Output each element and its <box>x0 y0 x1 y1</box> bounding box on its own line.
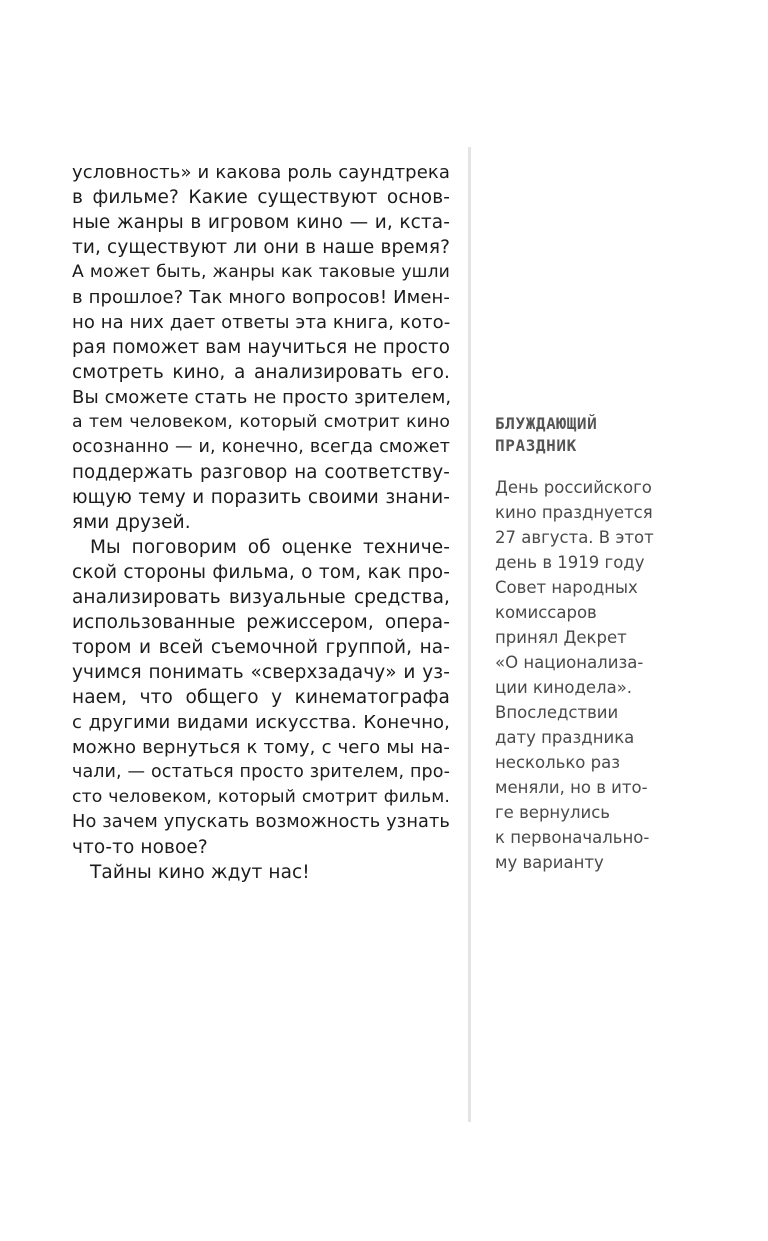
text-line: ные жанры в игровом кино — и, кста- <box>72 212 450 233</box>
text-line: рая поможет вам научиться не просто <box>72 337 450 358</box>
sidebar-title-line: ПРАЗДНИК <box>495 436 577 455</box>
text-line: наем, что общего у кинематографа <box>72 687 450 708</box>
sidebar-line: принял Декрет <box>495 628 627 647</box>
sidebar-line: Впоследствии <box>495 703 619 722</box>
text-line: осознанно — и, конечно, всегда сможет <box>72 437 450 457</box>
sidebar-line: дату праздника <box>495 728 635 747</box>
sidebar-line: к первоначально- <box>495 828 650 847</box>
text-line: можно вернуться к тому, с чего мы на- <box>72 737 450 758</box>
text-line: ской стороны фильма, о том, как про- <box>72 562 450 583</box>
text-line: а тем человеком, который смотрит кино <box>72 412 450 432</box>
text-line: Вы сможете стать не просто зрителем, <box>72 387 452 408</box>
text-line: чали, — остаться просто зрителем, про- <box>72 762 450 782</box>
text-line: Тайны кино ждут нас! <box>90 862 310 883</box>
text-line: тором и всей съемочной группой, на- <box>72 637 450 658</box>
sidebar-line: ции кинодела». <box>495 678 633 697</box>
column-divider <box>468 147 471 1122</box>
text-line: сто человеком, который смотрит фильм. <box>72 787 450 807</box>
text-line: ющую тему и поразить своими знани- <box>72 487 450 508</box>
text-line: смотреть кино, а анализировать его. <box>72 362 450 383</box>
text-line: анализировать визуальные средства, <box>72 587 450 608</box>
sidebar-line: комиссаров <box>495 603 597 622</box>
text-line: ти, существуют ли они в наше время? <box>72 237 450 258</box>
text-line: использованные режиссером, опера- <box>72 612 450 633</box>
sidebar-line: ге вернулись <box>495 803 611 822</box>
text-line: но на них дает ответы эта книга, кото- <box>72 312 451 333</box>
text-line: поддержать разговор на соответству- <box>72 462 450 483</box>
sidebar-line: несколько раз <box>495 753 621 772</box>
text-line: что-то новое? <box>72 837 208 858</box>
text-line: Мы поговорим об оценке техниче- <box>90 537 450 558</box>
text-line: А может быть, жанры как таковые ушли <box>72 262 450 282</box>
sidebar-line: день в 1919 году <box>495 553 645 572</box>
sidebar-line: кино празднуется <box>495 503 653 522</box>
sidebar-line: меняли, но в ито- <box>495 778 648 797</box>
sidebar-note <box>495 413 665 875</box>
text-line: с другими видами искусства. Конечно, <box>72 712 450 733</box>
sidebar-line: «О национализа- <box>495 653 644 672</box>
sidebar-title <box>495 413 665 457</box>
text-line: ями друзей. <box>72 512 191 533</box>
sidebar-line: му варианту <box>495 853 604 872</box>
text-line: в прошлое? Так много вопросов! Имен- <box>72 287 450 308</box>
sidebar-line: 27 августа. В этот <box>495 528 654 547</box>
sidebar-line: Совет народных <box>495 578 638 597</box>
text-line: учимся понимать «сверхзадачу» и уз- <box>72 662 450 683</box>
text-line: условность» и какова роль саундтрека <box>72 162 450 183</box>
sidebar-line: День российского <box>495 478 652 497</box>
main-text-column <box>72 160 450 885</box>
text-line: Но зачем упускать возможность узнать <box>72 812 450 832</box>
sidebar-title-line: БЛУЖДАЮЩИЙ <box>495 414 598 433</box>
text-line: в фильме? Какие существуют основ- <box>72 187 450 208</box>
